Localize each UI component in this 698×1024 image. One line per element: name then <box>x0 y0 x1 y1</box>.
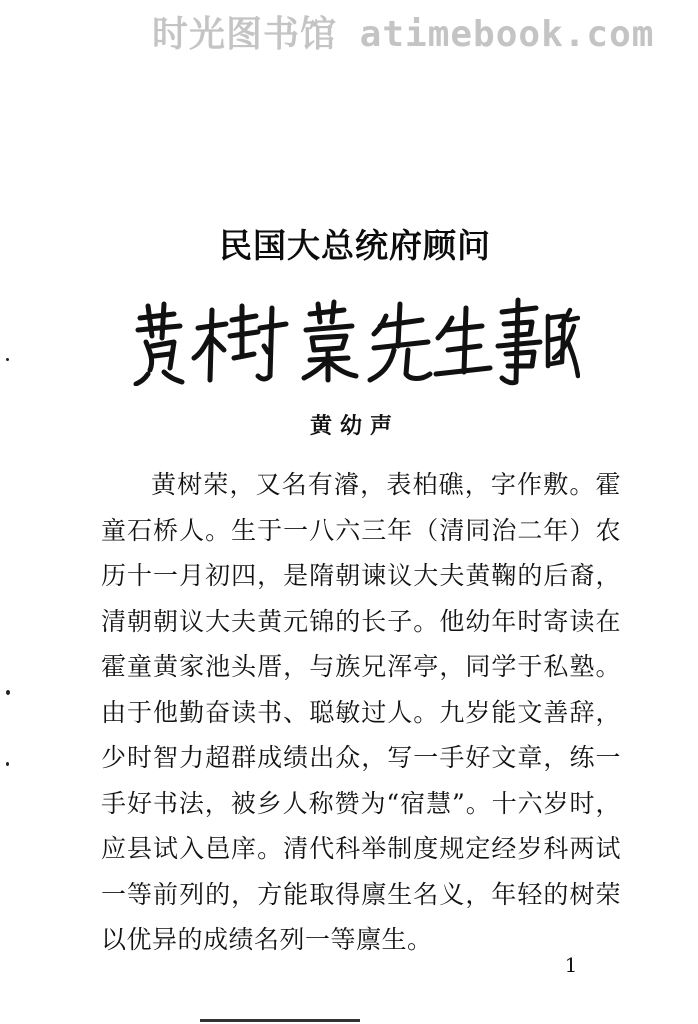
article-body: 黄树荣，又名有濬，表柏礁，字作敷。霍童石桥人。生于一八六三年（清同治二年）农历十一月初四，是隋朝谏议大夫黄鞠的后裔，清朝朝议大夫黄元锦的长子。他幼年时寄读在霍童黄家池头厝，与族兄浑亭，同学于私塾。由于他勤奋读书、聪敏过人。九岁能文善辞，少时智力超群成绩出众，写一手好文章，练一手好书法，被乡人称赞为“宿慧”。十六岁时，应县试入邑庠。清代科举制度规定经岁科两试一等前列的，方能取得廪生名义，年轻的树荣以优异的成绩名列一等廪生。 <box>101 470 621 954</box>
calligraphy-glyph <box>436 308 490 374</box>
author-name: 黄幼声 <box>309 414 400 439</box>
calligraphy-title <box>130 296 580 386</box>
page-number: 1 <box>564 953 578 977</box>
calligraphy-glyph <box>498 300 540 383</box>
calligraphy-title-art <box>130 296 580 386</box>
calligraphy-glyph <box>304 302 356 380</box>
calligraphy-glyph <box>370 304 430 380</box>
calligraphy-glyph <box>548 310 578 376</box>
scan-speck <box>6 358 9 361</box>
scan-speck <box>6 690 10 695</box>
bottom-rule <box>200 1019 360 1022</box>
calligraphy-glyph <box>136 304 182 384</box>
scan-speck <box>6 762 9 766</box>
watermark: 时光图书馆 atimebook.com <box>152 14 655 55</box>
calligraphy-glyph <box>194 306 286 380</box>
page-title: 民国大总统府顾问 <box>219 226 491 265</box>
